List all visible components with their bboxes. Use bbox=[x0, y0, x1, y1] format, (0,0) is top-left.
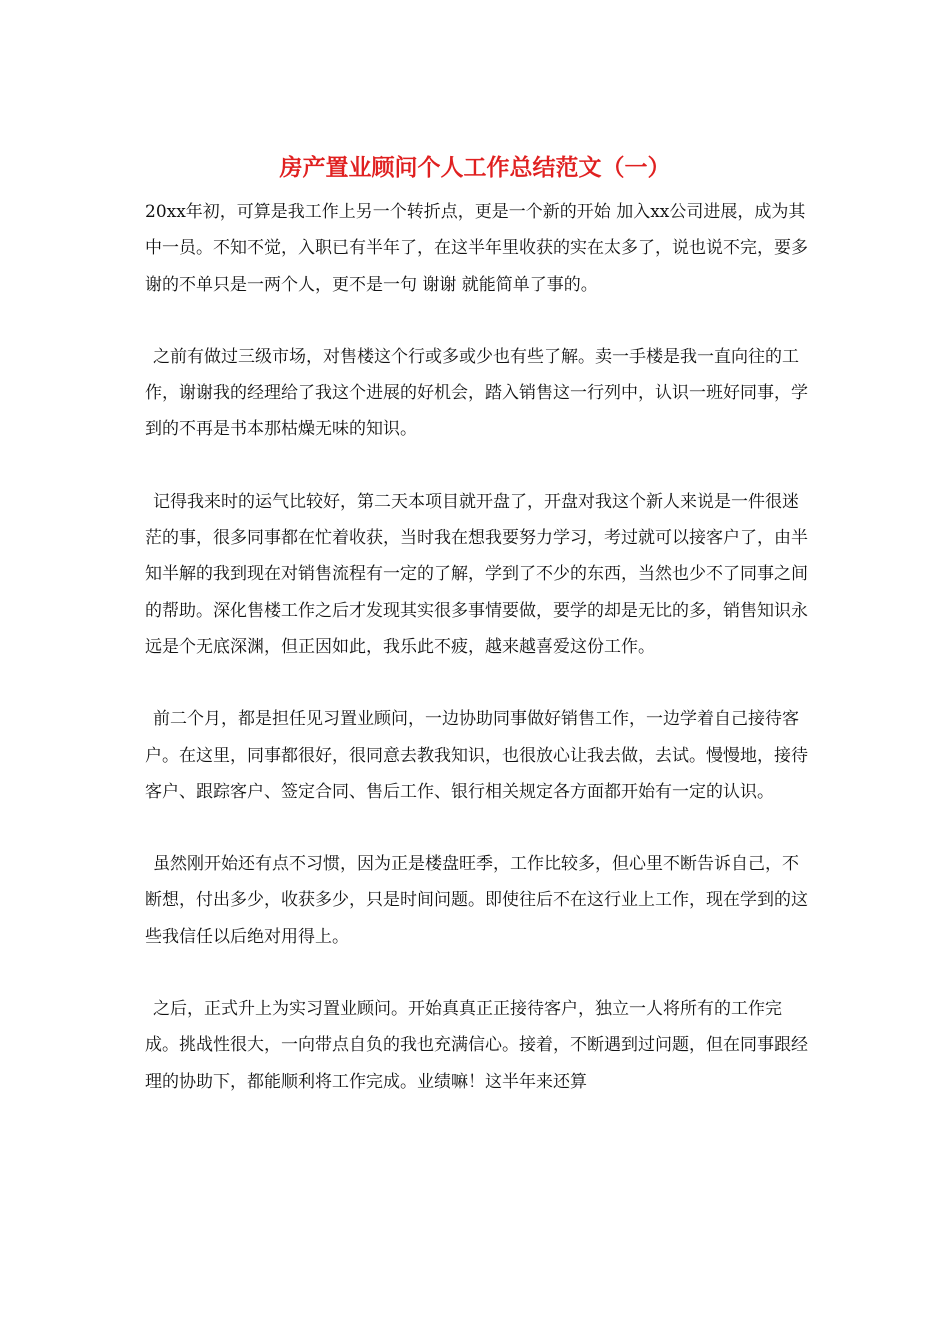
paragraph-4: 前二个月，都是担任见习置业顾问，一边协助同事做好销售工作，一边学着自己接待客户。在这里，同事都很好，很同意去教我知识，也很放心让我去做，去试。慢慢地，接待客户、跟踪客户、签定合同、售后工作、银行相关规定各方面都开始有一定的认识。 bbox=[145, 709, 808, 802]
paragraph-5: 虽然刚开始还有点不习惯，因为正是楼盘旺季，工作比较多，但心里不断告诉自己，不断想，付出多少，收获多少，只是时间问题。即使往后不在这行业上工作，现在学到的这些我信任以后绝对用得上。 bbox=[145, 854, 808, 947]
document-title: 房产置业顾问个人工作总结范文（一） bbox=[279, 154, 671, 181]
document-body bbox=[145, 194, 810, 1136]
paragraph-6: 之后，正式升上为实习置业顾问。开始真真正正接待客户，独立一人将所有的工作完成。挑战性很大，一向带点自负的我也充满信心。接着，不断遇到过问题，但在同事跟经理的协助下，都能顺利将工作完成。业绩嘛！这半年来还算 bbox=[145, 999, 808, 1092]
paragraph-3: 记得我来时的运气比较好，第二天本项目就开盘了，开盘对我这个新人来说是一件很迷茫的事，很多同事都在忙着收获，当时我在想我要努力学习，考过就可以接客户了，由半知半解的我到现在对销售流程有一定的了解，学到了不少的东西，当然也少不了同事之间的帮助。深化售楼工作之后才发现其实很多事情要做，要学的却是无比的多，销售知识永远是个无底深渊，但正因如此，我乐此不疲，越来越喜爱这份工作。 bbox=[145, 491, 808, 657]
paragraph-1: 20xx年初，可算是我工作上另一个转折点，更是一个新的开始 加入xx公司进展，成为其中一员。不知不觉，入职已有半年了，在这半年里收获的实在太多了，说也说不完，要多谢的不单只是一两个人，更不是一句 谢谢 就能简单了事的。 bbox=[145, 202, 808, 295]
paragraph-2: 之前有做过三级市场，对售楼这个行或多或少也有些了解。卖一手楼是我一直向往的工作，谢谢我的经理给了我这个进展的好机会，踏入销售这一行列中，认识一班好同事，学到的不再是书本那枯燥无味的知识。 bbox=[145, 346, 808, 440]
